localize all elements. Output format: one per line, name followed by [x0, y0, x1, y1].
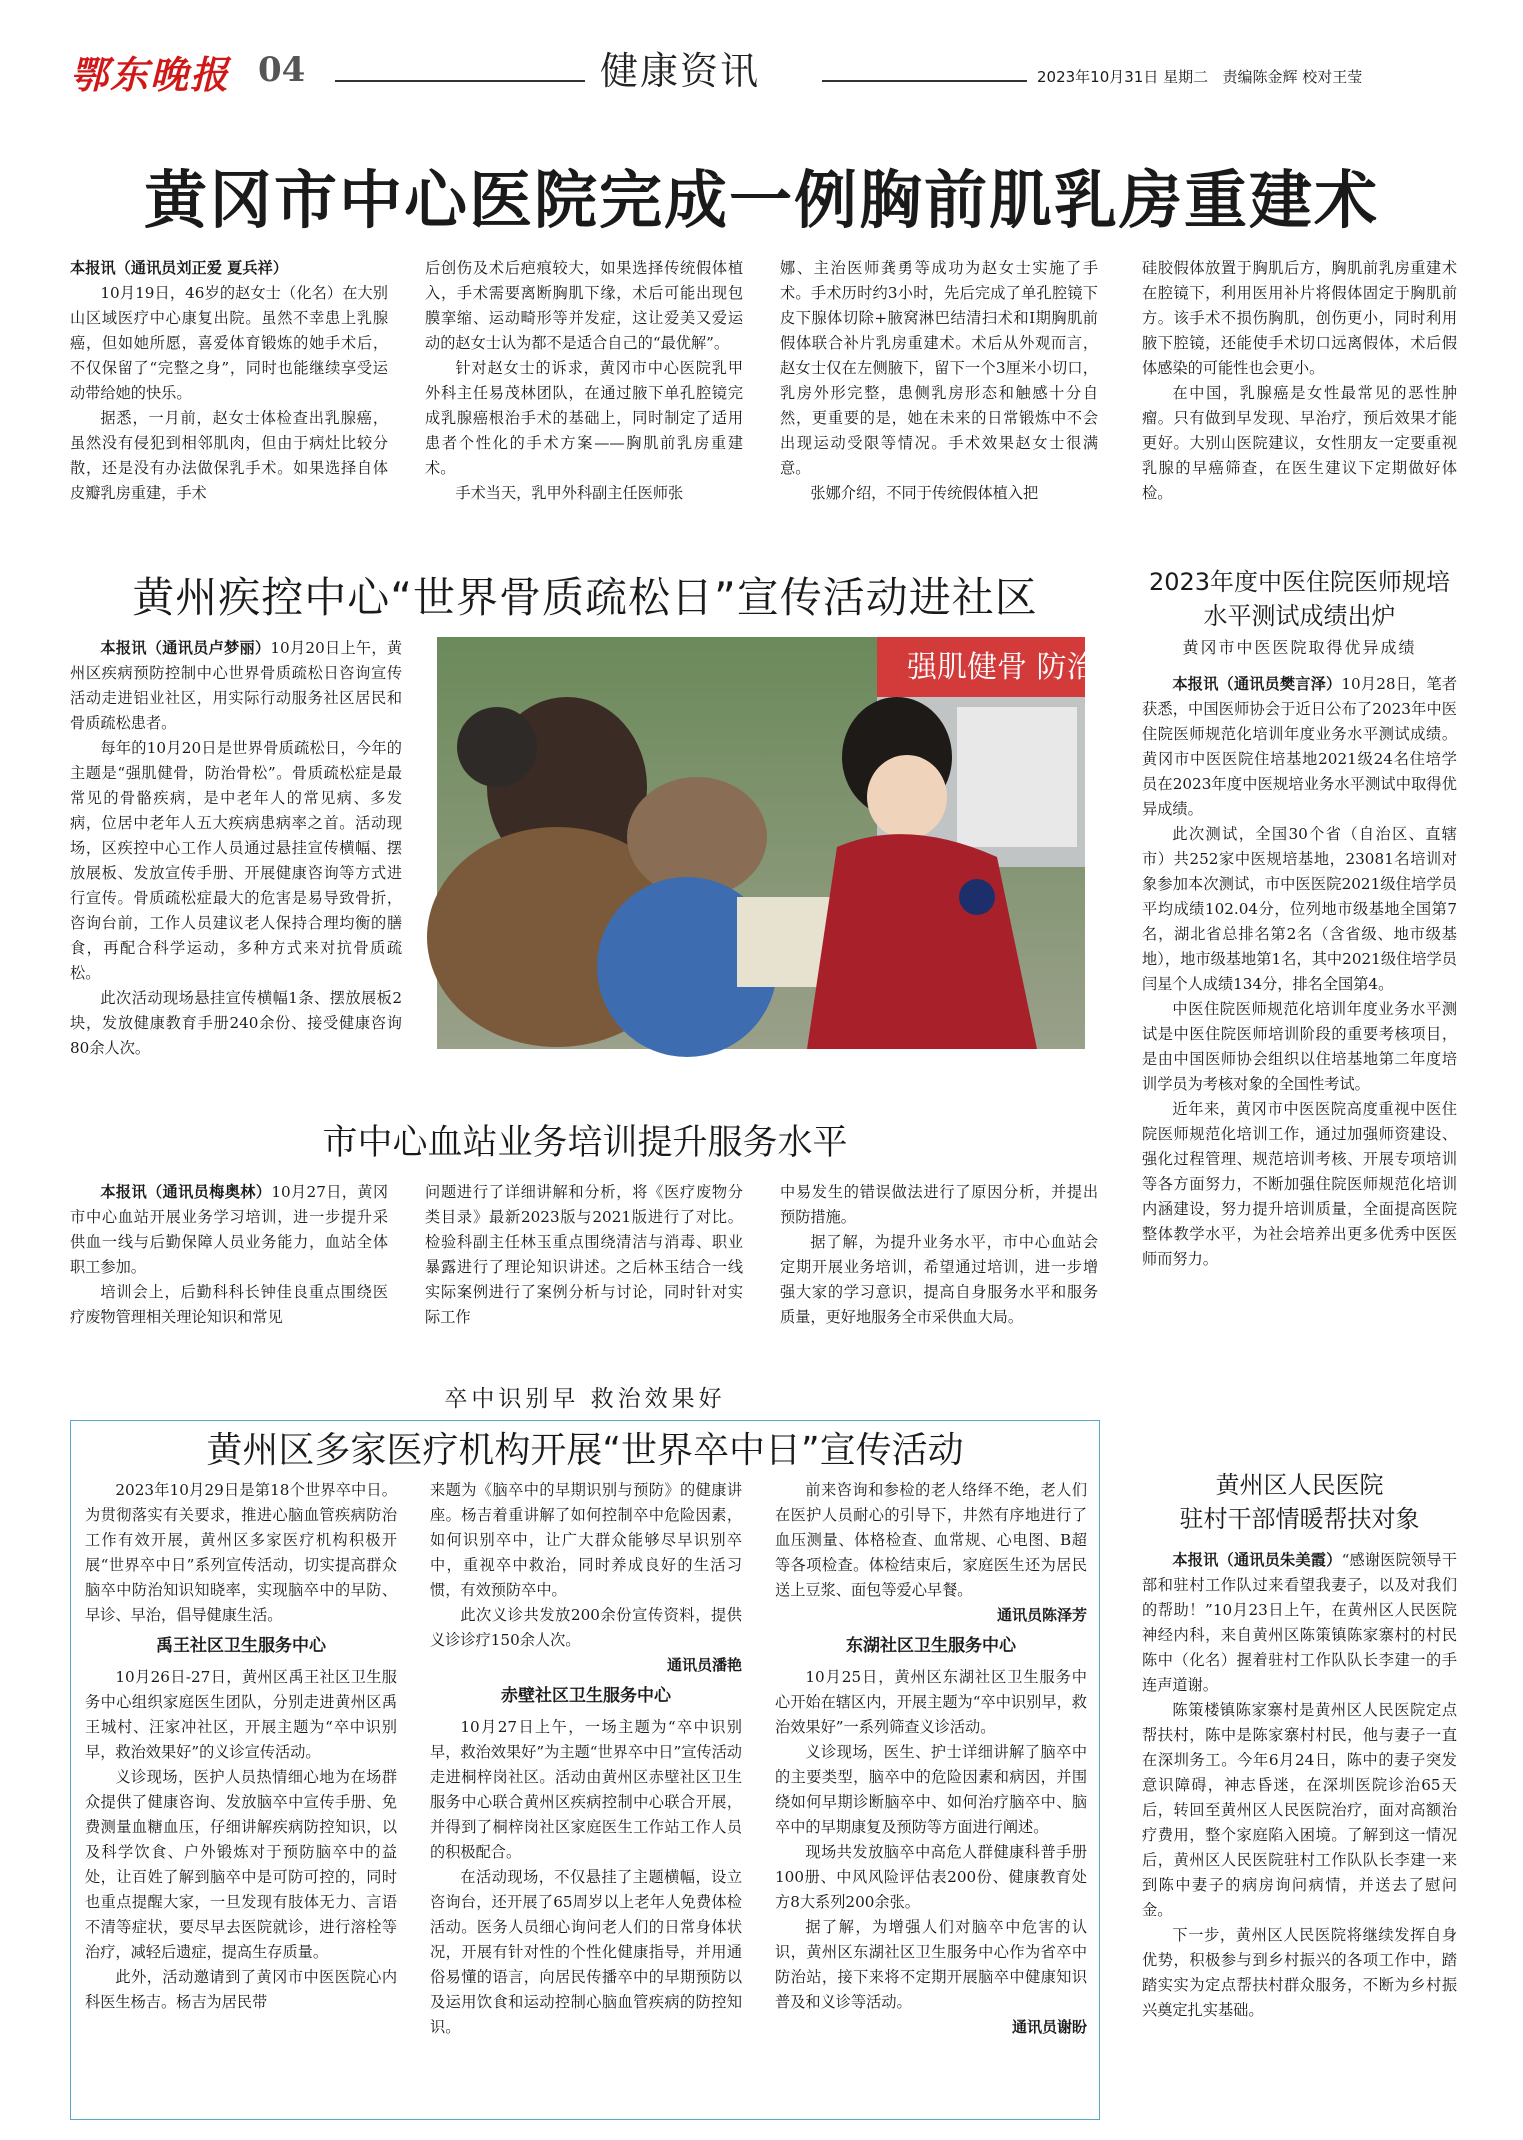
article4-col3: 中易发生的错误做法进行了原因分析，并提出预防措施。 据了解，为提升业务水平，市中心血站会定期开展业务培训，希望通过培训，进一步增强大家的学习意识，提高自身服务水平和服务质量，更好地服务全市采供血大局。 — [780, 1183, 1098, 1326]
page-number: 04 — [258, 50, 306, 90]
article4-col2: 问题进行了详细讲解和分析，将《医疗废物分类目录》最新2023版与2021版进行了对比。检验科副主任林玉重点围绕清洁与消毒、职业暴露进行了理论知识讲述。之后林玉结合一线实际案例进行了案例分析与讨论，同时针对实际工作 — [425, 1183, 743, 1326]
article1-col2: 后创伤及术后疤痕较大，如果选择传统假体植入，手术需要离断胸肌下缘，术后可能出现包膜挛缩、运动畸形等并发症，这让爱美又爱运动的赵女士认为都不是适合自己的“最优解”。 针对赵女士的诉求，黄冈市中心医院乳甲外科主任易茂林团队，在通过腋下单孔腔镜完成乳腺癌根治手术的基础上，同时制定了适用患者个性化的手术方案——胸肌前乳房重建术。 手术当天，乳甲外科副主任医师张 — [425, 259, 743, 502]
article5-kicker: 卒中识别早 救治效果好 — [444, 1386, 726, 1412]
byline-xiepan: 通讯员谢盼 — [1011, 2018, 1087, 2036]
header-rule-left — [335, 80, 585, 82]
subhead-yuwang: 禹王社区卫生服务中心 — [156, 1636, 326, 1656]
issue-date: 2023年10月31日 星期二 责编陈金辉 校对王莹 — [1037, 68, 1363, 86]
article5-col1: 2023年10月29日是第18个世界卒中日。为贯彻落实有关要求，推进心脑血管疾病防治工作有效开展，黄州区多家医疗机构积极开展“世界卒中日”系列宣传活动，切实提高群众脑卒中防治知识知晓率，实现脑卒中的早防、早诊、早治，倡导健康生活。 禹王社区卫生服务中心 10月26日-27日，黄州区禹王社区卫生服务中心组织家庭医生团队，分别走进黄州区禹王城村、汪家冲社区，开展主题为“卒中识别早，救治效果好”的义诊宣传活动。 义诊现场，医护人员热情细心地为在场群众提供了健康咨询、发放脑卒中宣传手册、免费测量血糖血压，仔细讲解疾病防控知识，以及科学饮食、户外锻炼对于预防脑卒中的益处，让百姓了解到脑卒中是可防可控的，同时也重点提醒大家，一旦发现有肢体无力、言语不清等症状，要尽早去医院就诊，进行溶栓等治疗，减轻后遗症，提高生存质量。 此外，活动邀请到了黄冈市中医医院心内科医生杨吉。杨吉为居民带 — [85, 1481, 397, 2011]
article1-col3: 娜、主治医师龚勇等成功为赵女士实施了手术。手术历时约3小时，先后完成了单孔腔镜下皮下腺体切除+腋窝淋巴结清扫术和Ⅰ期胸肌前假体联合补片乳房重建术。术后从外观而言，赵女士仅在左侧腋下，留下一个3厘米小切口，乳房外形完整，患侧乳房形态和触感十分自然，更重要的是，她在未来的日常锻炼中不会出现运动受限等情况。手术效果赵女士很满意。 张娜介绍，不同于传统假体植入把 — [780, 259, 1098, 502]
subhead-chibi: 赤壁社区卫生服务中心 — [501, 1686, 671, 1706]
byline-chenzefang: 通讯员陈泽芳 — [996, 1606, 1087, 1624]
article3-headline: 2023年度中医住院医师规培水平测试成绩出炉 — [1148, 568, 1451, 630]
article1-headline: 黄冈市中心医院完成一例胸前肌乳房重建术 — [144, 164, 1379, 237]
paragraph: 10月19日，46岁的赵女士（化名）在大别山区域医疗中心康复出院。虽然不幸患上乳腺癌，但如她所愿，喜爱体育锻炼的她手术后，不仅保留了“完整之身”，同时也能继续享受运动带给她的快乐。 — [70, 284, 388, 402]
byline-panyan: 通讯员潘艳 — [666, 1656, 742, 1674]
subhead-donghu: 东湖社区卫生服务中心 — [846, 1636, 1016, 1656]
article3-subtitle: 黄冈市中医医院取得优异成绩 — [1182, 638, 1417, 657]
article1-col1: 本报讯（通讯员刘正爱 夏兵祥） 10月19日，46岁的赵女士（化名）在大别山区域医疗中心康复出院。虽然不幸患上乳腺癌，但如她所愿，喜爱体育锻炼的她手术后，不仅保留了“完整之身”，同时也能继续享受运动带给她的快乐。 据悉，一月前，赵女士体检查出乳腺癌，虽然没有侵犯到相邻肌肉，但由于病灶比较分散，还是没有办法做保乳手术。如果选择自体皮瓣乳房重建，手术 — [70, 256, 388, 506]
article1-col4: 硅胶假体放置于胸肌后方，胸肌前乳房重建术在腔镜下，利用医用补片将假体固定于胸肌前方。该手术不损伤胸肌，创伤更小，同时利用腋下腔镜，还能使手术切口远离假体，术后假体感染的可能性也会更小。 在中国，乳腺癌是女性最常见的恶性肿瘤。只有做到早发现、早治疗，预后效果才能更好。大别山医院建议，女性朋友一定要重视乳腺的早癌筛查，在医生建议下定期做好体检。 — [1142, 259, 1457, 502]
article5-col2: 来题为《脑卒中的早期识别与预防》的健康讲座。杨吉着重讲解了如何控制卒中危险因素，如何识别卒中，让广大群众能够尽早识别卒中，重视卒中救治，同时养成良好的生活习惯，有效预防卒中。 此次义诊共发放200余份宣传资料，提供义诊诊疗150余人次。 通讯员潘艳 赤壁社区卫生服务中心 10月27日上午，一场主题为“卒中识别早，救治效果好”为主题“世界卒中日”宣传活动走进桐梓岗社区。活动由黄州区赤壁社区卫生服务中心联合黄州区疾病控制中心联合开展，并得到了桐梓岗社区家庭医生工作站工作人员的积极配合。 在活动现场，不仅悬挂了主题横幅，设立咨询台，还开展了65周岁以上老年人免费体检活动。医务人员细心询问老人们的日常身体状况，开展有针对性的个性化健康指导，并用通俗易懂的语言，向居民传播卒中的早期预防以及运用饮食和运动控制心脑血管疾病的防控知识。 — [430, 1481, 742, 2036]
article5-col3: 前来咨询和参检的老人络绎不绝，老人们在医护人员耐心的引导下，井然有序地进行了血压测量、体格检查、血常规、心电图、B超等各项检查。体检结束后，家庭医生还为居民送上豆浆、面包等爱心早餐。 通讯员陈泽芳 东湖社区卫生服务中心 10月25日，黄州区东湖社区卫生服务中心开始在辖区内，开展主题为“卒中识别早，救治效果好”一系列筛查义诊活动。 义诊现场，医生、护士详细讲解了脑卒中的主要类型，脑卒中的危险因素和病因，并围绕如何早期诊断脑卒中、如何治疗脑卒中、脑卒中的早期康复及预防等方面进行阐述。 现场共发放脑卒中高危人群健康科普手册100册、中风风险评估表200份、健康教育处方8大系列200余张。 据了解，为增强人们对脑卒中危害的认识，黄州区东湖社区卫生服务中心作为省卒中防治站，接下来将不定期开展脑卒中健康知识普及和义诊等活动。 通讯员谢盼 — [775, 1478, 1087, 2040]
article2-photo — [437, 637, 1157, 1049]
section-title: 健康资讯 — [600, 49, 761, 93]
header-rule-right — [822, 80, 1027, 82]
paragraph: 据悉，一月前，赵女士体检查出乳腺癌，虽然没有侵犯到相邻肌肉，但由于病灶比较分散，还是没有办法做保乳手术。如果选择自体皮瓣乳房重建，手术 — [70, 409, 388, 502]
photo-banner-text: 强肌健骨 防治骨松 — [907, 650, 1157, 685]
article5-headline: 黄州区多家医疗机构开展“世界卒中日”宣传活动 — [206, 1430, 964, 1471]
article4-col1: 本报讯（通讯员梅奥林）10月27日，黄冈市中心血站开展业务学习培训，进一步提升采供血一线与后勤保障人员业务能力，血站全体职工参加。 培训会上，后勤科科长钟佳良重点围绕医疗废物管理相关理论知识和常见 — [70, 1183, 389, 1326]
article6-headline: 黄州区人民医院 驻村干部情暖帮扶对象 — [1179, 1471, 1420, 1533]
article2-headline: 黄州疾控中心“世界骨质疏松日”宣传活动进社区 — [132, 573, 1038, 622]
newspaper-logo: 鄂东晚报 — [70, 52, 231, 97]
article3-body: 本报讯（通讯员樊言泽）10月28日，笔者获悉，中国医师协会于近日公布了2023年中医住院医师规范化培训年度业务水平测试成绩。黄冈市中医医院住培基地2021级24名住培学员在2023年度中医规培业务水平测试中取得优异成绩。 此次测试，全国30个省（自治区、直辖市）共252家中医规培基地，23081名培训对象参加本次测试，市中医医院2021级住培学员平均成绩102.04分，位列地市级基地全国第7名，湖北省总排名第2名（含省级、地市级基地），地市级基地第1名，其中2021级住培学员闫星个人成绩134分，排名全国第4。 中医住院医师规范化培训年度业务水平测试是中医住院医师培训阶段的重要考核项目，是由中国医师协会组织以住培基地第二年度培训学员为考核对象的全国性考试。 近年来，黄冈市中医医院高度重视中医住院医师规范化培训工作，通过加强师资建设、强化过程管理、规范培训考核、开展专项培训等各方面努力，不断加强住院医师规范化培训内涵建设，努力提升培训质量，全面提高医院整体教学水平，为社会培养出更多优秀中医医师而努力。 — [1142, 675, 1458, 1268]
article2-body: 本报讯（通讯员卢梦丽）10月20日上午，黄州区疾病预防控制中心世界骨质疏松日咨询宣传活动走进铝业社区，用实际行动服务社区居民和骨质疏松患者。 每年的10月20日是世界骨质疏松日，今年的主题是“强肌健骨，防治骨松”。骨质疏松症是最常见的骨骼疾病，是中老年人的常见病、多发病，位居中老年人五大疾病患病率之首。活动现场，区疾控中心工作人员通过悬挂宣传横幅、摆放展板、发放宣传手册、开展健康咨询等方式进行宣传。骨质疏松症最大的危害是易导致骨折，咨询台前，工作人员建议老人保持合理均衡的膳食，再配合科学运动，多种方式来对抗骨质疏松。 此次活动现场悬挂宣传横幅1条、摆放展板2块，发放健康教育手册240余份、接受健康咨询80余人次。 — [70, 639, 403, 1057]
article4-headline: 市中心血站业务培训提升服务水平 — [322, 1123, 848, 1163]
article6-body: 本报讯（通讯员朱美霞）“感谢医院领导干部和驻村工作队过来看望我妻子，以及对我们的帮助！”10月23日上午，在黄州区人民医院神经内科，来自黄州区陈策镇陈家寨村的村民陈中（化名）握着驻村工作队队长李建一的手连声道谢。 陈策楼镇陈家寨村是黄州区人民医院定点帮扶村，陈中是陈家寨村村民，他与妻子一直在深圳务工。今年6月24日，陈中的妻子突发意识障碍，神志昏迷，在深圳医院诊治65天后，转回至黄州区人民医院治疗，面对高额治疗费用，整个家庭陷入困境。了解到这一情况后，黄州区人民医院驻村工作队队长李建一来到陈中妻子的病房询问病情，并送去了慰问金。 下一步，黄州区人民医院将继续发挥自身优势，积极参与到乡村振兴的各项工作中，踏踏实实为定点帮扶村群众服务，不断为乡村振兴奠定扎实基础。 — [1142, 1551, 1458, 2019]
